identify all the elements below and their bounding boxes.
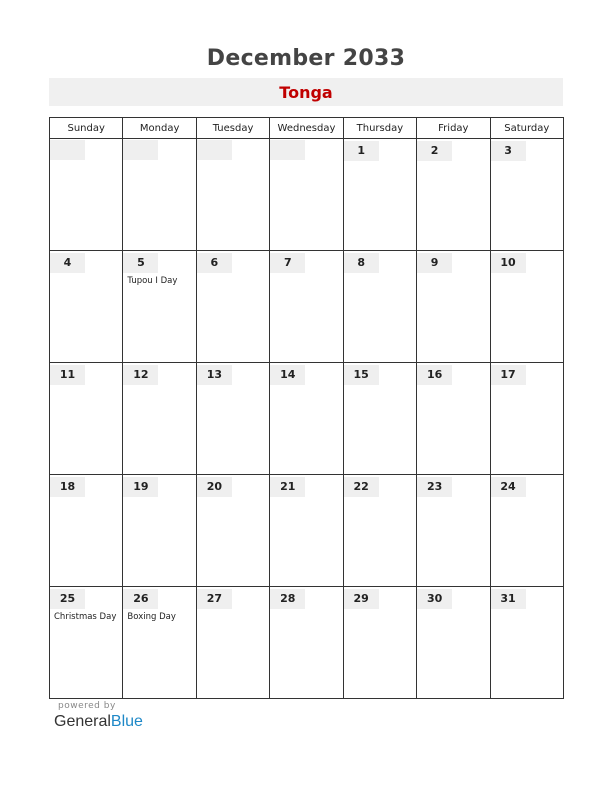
day-cell xyxy=(123,475,196,587)
day-cell xyxy=(50,475,123,587)
weekday-sunday: Sunday xyxy=(50,118,123,139)
calendar-grid xyxy=(49,117,564,699)
day-number xyxy=(270,140,305,160)
day-cell xyxy=(270,363,343,475)
day-cell xyxy=(196,139,269,251)
day-cell xyxy=(123,587,196,699)
holiday-label: Boxing Day xyxy=(127,612,176,622)
day-number: 2 xyxy=(417,141,452,161)
day-cell xyxy=(196,251,269,363)
day-number: 28 xyxy=(270,589,305,609)
day-cell xyxy=(123,139,196,251)
week-row xyxy=(50,475,564,587)
day-cell xyxy=(270,139,343,251)
powered-by-text: powered by xyxy=(58,701,116,711)
day-cell xyxy=(50,139,123,251)
day-number: 26 xyxy=(123,589,158,609)
day-cell xyxy=(343,363,416,475)
day-number: 4 xyxy=(50,253,85,273)
day-cell xyxy=(270,251,343,363)
day-number: 24 xyxy=(491,477,526,497)
weekday-wednesday: Wednesday xyxy=(270,118,343,139)
day-cell xyxy=(490,587,563,699)
day-cell xyxy=(343,587,416,699)
day-number: 13 xyxy=(197,365,232,385)
day-cell xyxy=(490,251,563,363)
day-cell xyxy=(343,139,416,251)
brand-blue: Blue xyxy=(110,713,143,730)
day-number: 31 xyxy=(491,589,526,609)
country-banner xyxy=(49,78,563,106)
day-number: 7 xyxy=(270,253,305,273)
day-cell xyxy=(123,251,196,363)
day-cell xyxy=(343,251,416,363)
day-number: 3 xyxy=(491,141,526,161)
day-number xyxy=(50,140,85,160)
holiday-label: Christmas Day xyxy=(54,612,117,622)
weekday-saturday: Saturday xyxy=(490,118,563,139)
day-number: 6 xyxy=(197,253,232,273)
day-number: 11 xyxy=(50,365,85,385)
day-number: 19 xyxy=(123,477,158,497)
day-number: 22 xyxy=(344,477,379,497)
day-number: 5 xyxy=(123,253,158,273)
day-cell xyxy=(490,363,563,475)
country-name: Tonga xyxy=(279,83,333,102)
day-number: 21 xyxy=(270,477,305,497)
day-number: 29 xyxy=(344,589,379,609)
day-cell xyxy=(417,251,490,363)
week-row xyxy=(50,139,564,251)
page-title: December 2033 xyxy=(206,46,406,71)
day-cell xyxy=(417,363,490,475)
day-number: 10 xyxy=(491,253,526,273)
day-number: 30 xyxy=(417,589,452,609)
day-cell xyxy=(123,363,196,475)
week-row xyxy=(50,587,564,699)
day-cell xyxy=(270,587,343,699)
day-cell xyxy=(196,475,269,587)
day-number: 14 xyxy=(270,365,305,385)
weekday-friday: Friday xyxy=(417,118,490,139)
day-number: 17 xyxy=(491,365,526,385)
week-row xyxy=(50,251,564,363)
day-cell xyxy=(417,475,490,587)
week-row xyxy=(50,363,564,475)
day-number: 16 xyxy=(417,365,452,385)
day-number: 25 xyxy=(50,589,85,609)
day-cell xyxy=(490,139,563,251)
weekday-monday: Monday xyxy=(123,118,196,139)
day-number: 20 xyxy=(197,477,232,497)
weekday-thursday: Thursday xyxy=(343,118,416,139)
day-cell xyxy=(343,475,416,587)
day-cell xyxy=(196,363,269,475)
day-number: 9 xyxy=(417,253,452,273)
holiday-label: Tupou I Day xyxy=(127,276,178,286)
day-cell xyxy=(196,587,269,699)
day-cell xyxy=(50,251,123,363)
weekday-tuesday: Tuesday xyxy=(196,118,269,139)
day-number: 15 xyxy=(344,365,379,385)
day-cell xyxy=(417,139,490,251)
day-number: 23 xyxy=(417,477,452,497)
day-cell xyxy=(50,587,123,699)
day-number xyxy=(197,140,232,160)
day-number: 27 xyxy=(197,589,232,609)
day-cell xyxy=(50,363,123,475)
day-number: 1 xyxy=(344,141,379,161)
day-cell xyxy=(270,475,343,587)
generalblue-logo[interactable] xyxy=(54,713,143,731)
day-number: 18 xyxy=(50,477,85,497)
day-number xyxy=(123,140,158,160)
day-cell xyxy=(417,587,490,699)
day-number: 12 xyxy=(123,365,158,385)
day-number: 8 xyxy=(344,253,379,273)
brand-general: General xyxy=(54,713,111,730)
day-cell xyxy=(490,475,563,587)
weekday-header-row xyxy=(50,118,564,139)
